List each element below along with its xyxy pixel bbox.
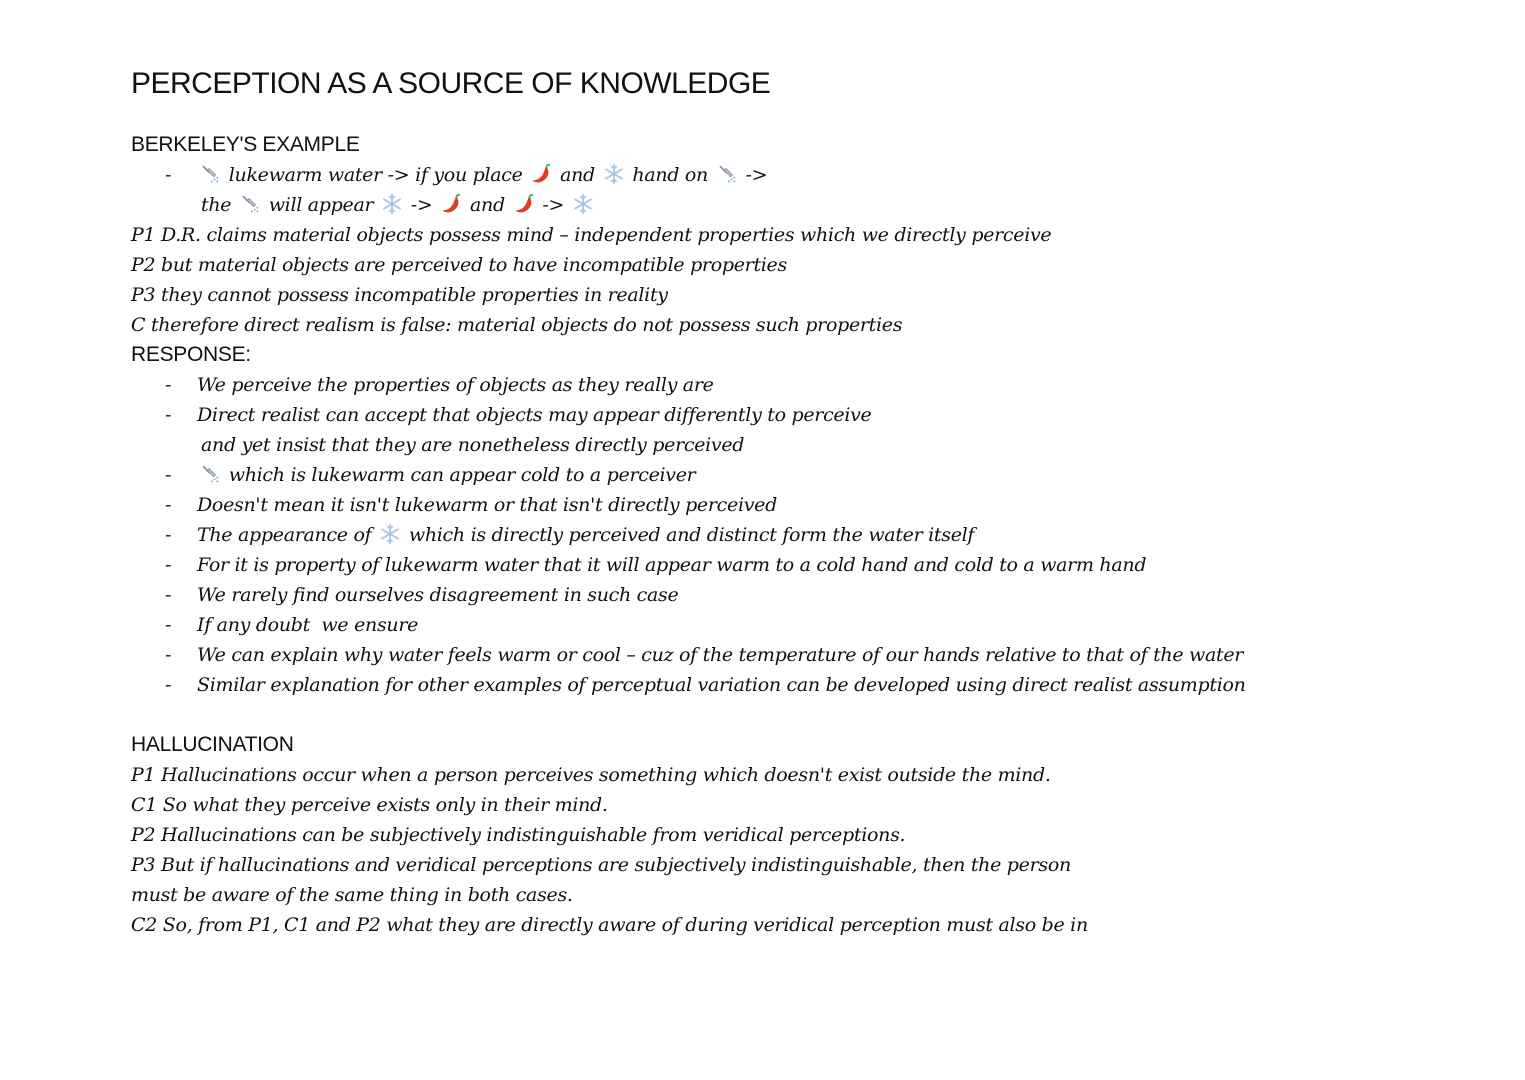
text-segment: and	[560, 164, 595, 186]
text-segment: ->	[745, 164, 768, 186]
text-segment: hand on	[632, 164, 708, 186]
bullet-dash: -	[165, 524, 172, 546]
shower-icon	[199, 463, 221, 485]
list-item	[131, 400, 1471, 430]
conclusion-line: C1 So what they perceive exists only in their mind.	[131, 794, 608, 816]
bullet-dash: -	[165, 164, 172, 186]
premise-line: P2 Hallucinations can be subjectively indistinguishable from veridical perceptions.	[131, 824, 906, 846]
conclusion-line: C therefore direct realism is false: material objects do not possess such properties	[131, 314, 903, 336]
chili-pepper-icon	[440, 193, 462, 215]
chili-pepper-icon	[513, 193, 535, 215]
list-item	[131, 550, 1471, 580]
section-heading-berkeley: BERKELEY'S EXAMPLE	[131, 133, 360, 156]
text-segment: and yet insist that they are nonetheless directly perceived	[201, 434, 745, 456]
premise-line: P1 D.R. claims material objects possess mind – independent properties which we directly perceive	[131, 224, 1052, 246]
list-item	[131, 580, 1471, 610]
snowflake-icon	[572, 193, 594, 215]
list-item	[131, 520, 1471, 550]
shower-icon	[716, 163, 738, 185]
premise-line: P1 Hallucinations occur when a person perceives something which doesn't exist outside the mind.	[131, 764, 1051, 786]
text-segment: which is directly perceived and distinct form the water itself	[408, 524, 975, 546]
text-segment: We can explain why water feels warm or cool – cuz of the temperature of our hands relative to that of the water	[197, 644, 1244, 666]
bullet-dash: -	[165, 554, 172, 576]
text-segment: We rarely find ourselves disagreement in such case	[197, 584, 679, 606]
premise-continuation: must be aware of the same thing in both cases.	[131, 884, 573, 906]
text-segment: ->	[410, 194, 433, 216]
bullet-dash: -	[165, 494, 172, 516]
snowflake-icon	[381, 193, 403, 215]
shower-icon	[199, 163, 221, 185]
conclusion-line: C2 So, from P1, C1 and P2 what they are directly aware of during veridical perception must also be in	[131, 914, 1088, 936]
text-segment: lukewarm water -> if you place	[228, 164, 523, 186]
text-segment: ->	[542, 194, 565, 216]
shower-icon	[239, 193, 261, 215]
list-item	[131, 370, 1471, 400]
text-segment: Doesn't mean it isn't lukewarm or that isn't directly perceived	[197, 494, 777, 516]
list-item	[131, 460, 1471, 490]
text-segment: If any doubt we ensure	[197, 614, 419, 636]
list-item	[131, 670, 1471, 700]
bullet-dash: -	[165, 374, 172, 396]
spacer	[131, 700, 1471, 730]
list-item	[131, 490, 1471, 520]
bullet-dash: -	[165, 674, 172, 696]
bullet-dash: -	[165, 644, 172, 666]
premise-line: P3 they cannot possess incompatible properties in reality	[131, 284, 668, 306]
bullet-dash: -	[165, 614, 172, 636]
premise-line: P2 but material objects are perceived to have incompatible properties	[131, 254, 787, 276]
section-heading-response: RESPONSE:	[131, 343, 251, 366]
spacer	[131, 108, 1471, 130]
text-segment: Direct realist can accept that objects may appear differently to perceive	[197, 404, 872, 426]
text-segment: and	[470, 194, 505, 216]
text-segment: Similar explanation for other examples of perceptual variation can be developed using direct realist assumption	[197, 674, 1246, 696]
section-heading-hallucination: HALLUCINATION	[131, 733, 294, 756]
bullet-dash: -	[165, 584, 172, 606]
text-segment: For it is property of lukewarm water that it will appear warm to a cold hand and cold to a warm hand	[197, 554, 1147, 576]
bullet-dash: -	[165, 404, 172, 426]
premise-line: P3 But if hallucinations and veridical perceptions are subjectively indistinguishable, then the person	[131, 854, 1071, 876]
text-segment: We perceive the properties of objects as they really are	[197, 374, 714, 396]
document-page	[131, 60, 1471, 940]
list-item	[131, 640, 1471, 670]
text-segment: The appearance of	[197, 524, 372, 546]
list-item-continuation	[131, 190, 1471, 220]
list-item	[131, 160, 1471, 190]
bullet-dash: -	[165, 464, 172, 486]
list-item-continuation	[131, 430, 1471, 460]
chili-pepper-icon	[530, 163, 552, 185]
text-segment: will appear	[268, 194, 374, 216]
text-segment: the	[201, 194, 232, 216]
snowflake-icon	[379, 523, 401, 545]
page-title: PERCEPTION AS A SOURCE OF KNOWLEDGE	[131, 67, 771, 100]
snowflake-icon	[603, 163, 625, 185]
list-item	[131, 610, 1471, 640]
text-segment: which is lukewarm can appear cold to a perceiver	[228, 464, 696, 486]
